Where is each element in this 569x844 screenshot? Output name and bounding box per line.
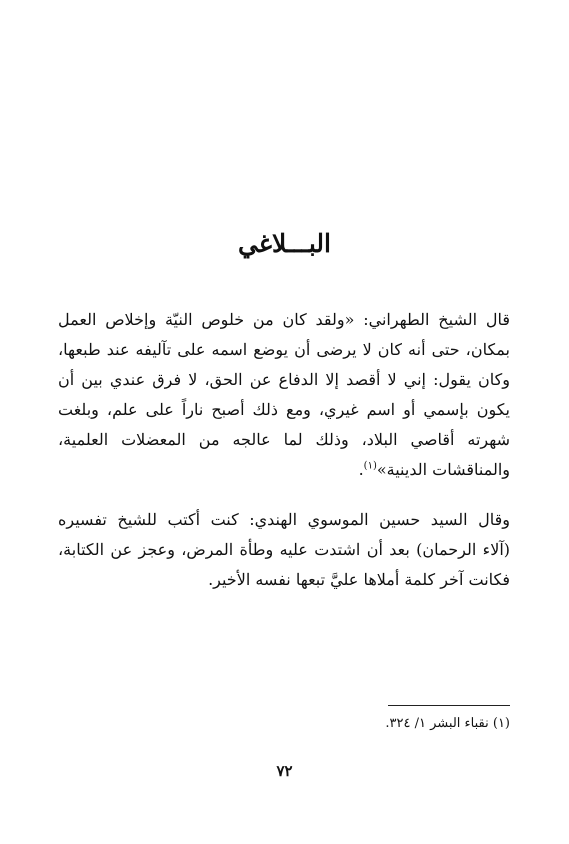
- paragraph-1-last-line: [58, 455, 510, 485]
- footnote-marker: (١): [363, 460, 377, 472]
- paragraph-1-line: قال الشيخ الطهراني: «ولقد كان من خلوص النيّة وإخلاص العمل: [58, 310, 510, 329]
- paragraph-2-line: (آلاء الرحمان) بعد أن اشتدت عليه وطأة المرض، وعجز عن الكتابة،: [58, 540, 510, 559]
- paragraph-2: [58, 505, 510, 595]
- paragraph-1: [58, 305, 510, 485]
- paragraph-1-line: وكان يقول: إني لا أقصد إلا الدفاع عن الحق، لا فرق عندي بين أن: [58, 370, 510, 389]
- paragraph-1-line: شهرته أقاصي البلاد، وذلك لما عالجه من المعضلات العلمية،: [58, 430, 510, 449]
- paragraph-1-end: .: [358, 460, 364, 479]
- paragraph-1-line: بمكان، حتى أنه كان لا يرضى أن يوضع اسمه على تآليفه عند طبعها،: [58, 340, 510, 359]
- paragraph-1-line: يكون بإسمي أو اسم غيري، ومع ذلك أصبح ناراً على علم، وبلغت: [58, 400, 510, 419]
- footnote: (١) نقباء البشر ١/ ٣٢٤.: [385, 716, 510, 731]
- chapter-title: البـــلاغي: [238, 229, 331, 258]
- footnote-divider: [388, 705, 510, 706]
- paragraph-2-line: وقال السيد حسين الموسوي الهندي: كنت أكتب للشيخ تفسيره: [58, 510, 510, 529]
- paragraph-2-line: فكانت آخر كلمة أملاها عليَّ تبعها نفسه الأخير.: [208, 570, 510, 589]
- paragraph-1-last-text: والمناقشات الدينية»: [376, 460, 510, 479]
- page-number: ٧٢: [276, 762, 293, 780]
